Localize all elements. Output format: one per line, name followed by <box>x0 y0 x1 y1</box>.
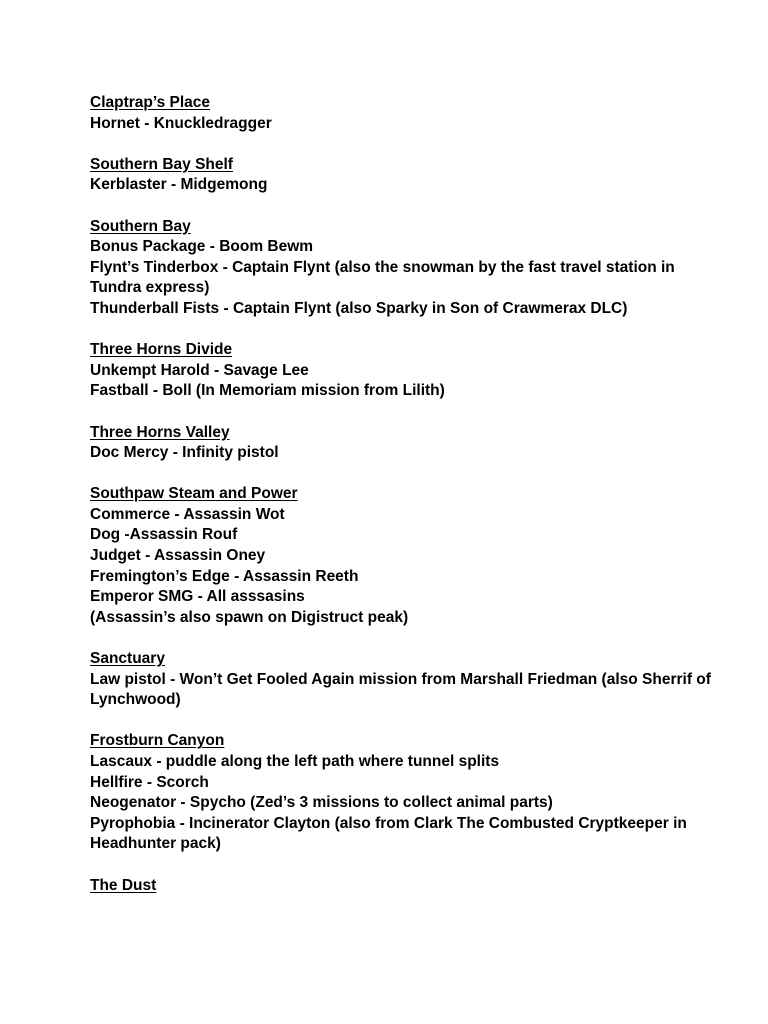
section-heading: Three Horns Valley <box>90 423 230 441</box>
section-sanctuary <box>90 649 730 711</box>
section-heading: Southern Bay <box>90 217 191 235</box>
list-item: (Assassin’s also spawn on Digistruct peak) <box>90 608 409 626</box>
section-southern-bay-shelf <box>90 155 730 196</box>
list-item: Neogenator - Spycho (Zed’s 3 missions to collect animal parts) <box>90 794 553 812</box>
section-heading: Southpaw Steam and Power <box>90 485 298 503</box>
section-southpaw-steam-and-power <box>90 484 730 628</box>
section-heading: Sanctuary <box>90 650 165 668</box>
list-item: Pyrophobia - Incinerator Clayton (also from Clark The Combusted Cryptkeeper in Headhunter pack) <box>90 814 687 853</box>
list-item: Fastball - Boll (In Memoriam mission from Lilith) <box>90 382 445 400</box>
section-heading: Three Horns Divide <box>90 341 233 359</box>
list-item: Bonus Package - Boom Bewm <box>90 238 314 256</box>
list-item: Thunderball Fists - Captain Flynt (also Sparky in Son of Crawmerax DLC) <box>90 299 628 317</box>
list-item: Kerblaster - Midgemong <box>90 176 268 194</box>
section-three-horns-divide <box>90 340 730 402</box>
section-heading: Frostburn Canyon <box>90 732 225 750</box>
list-item: Commerce - Assassin Wot <box>90 505 285 523</box>
list-item: Unkempt Harold - Savage Lee <box>90 361 309 379</box>
section-claptraps-place <box>90 93 730 134</box>
list-item: Emperor SMG - All asssasins <box>90 588 305 606</box>
section-heading: Claptrap’s Place <box>90 94 211 111</box>
list-item: Hornet - Knuckledragger <box>90 114 272 132</box>
section-heading: The Dust <box>90 876 157 894</box>
list-item: Judget - Assassin Oney <box>90 547 266 565</box>
document-page <box>90 93 730 917</box>
section-heading: Southern Bay Shelf <box>90 155 233 173</box>
section-frostburn-canyon <box>90 731 730 855</box>
section-southern-bay <box>90 217 730 320</box>
list-item: Dog -Assassin Rouf <box>90 526 238 544</box>
list-item: Law pistol - Won’t Get Fooled Again mission from Marshall Friedman (also Sherrif of Lynchwood) <box>90 670 711 709</box>
list-item: Hellfire - Scorch <box>90 773 209 791</box>
list-item: Fremington’s Edge - Assassin Reeth <box>90 567 359 585</box>
list-item: Lascaux - puddle along the left path where tunnel splits <box>90 753 500 770</box>
list-item: Doc Mercy - Infinity pistol <box>90 444 279 462</box>
section-three-horns-valley <box>90 423 730 464</box>
section-the-dust <box>90 876 730 897</box>
list-item: Flynt’s Tinderbox - Captain Flynt (also the snowman by the fast travel station in Tundra express) <box>90 258 675 297</box>
